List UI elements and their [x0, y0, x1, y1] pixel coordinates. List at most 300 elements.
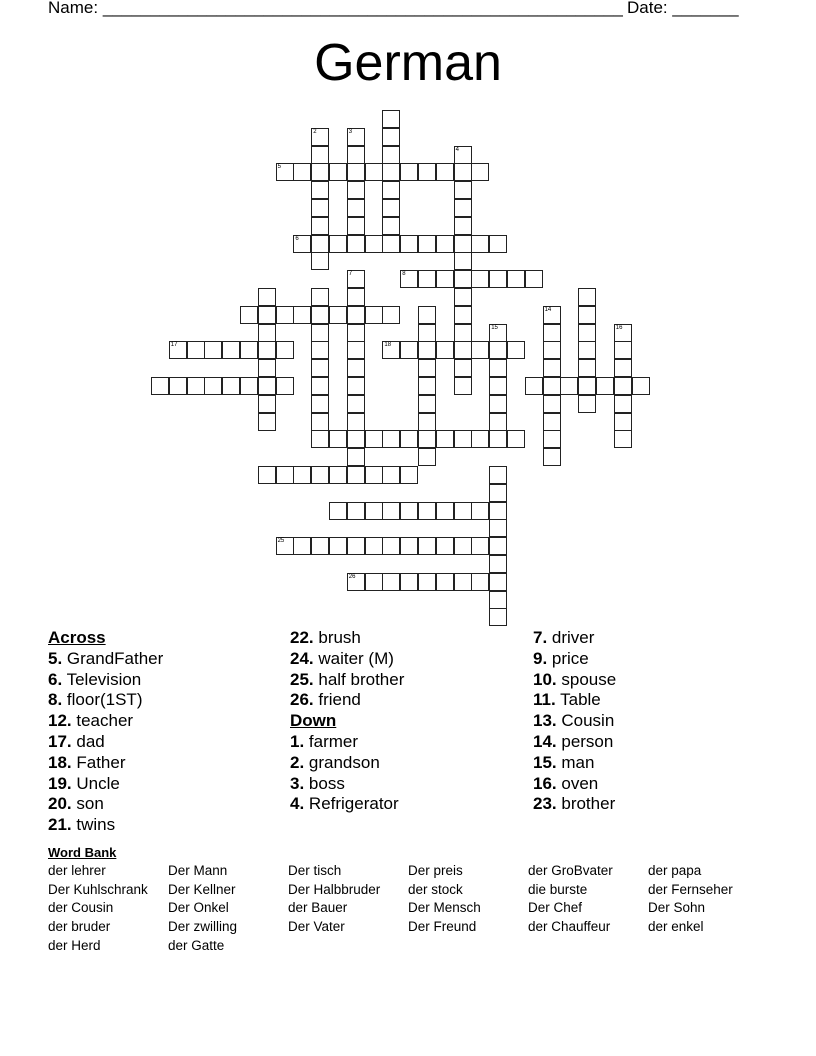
clue-column-3: [533, 628, 773, 815]
grid-cell[interactable]: [365, 537, 383, 555]
clue-number: 18: [384, 342, 392, 349]
date-label: Date:: [627, 0, 668, 17]
grid-cell[interactable]: [329, 306, 347, 324]
grid-cell[interactable]: [382, 110, 400, 128]
grid-cell[interactable]: [418, 359, 436, 377]
grid-cell[interactable]: [347, 128, 365, 146]
grid-cell[interactable]: [578, 341, 596, 359]
grid-cell[interactable]: [365, 163, 383, 181]
grid-cell[interactable]: [454, 377, 472, 395]
grid-cell[interactable]: [525, 270, 543, 288]
grid-cell[interactable]: [258, 306, 276, 324]
grid-cell[interactable]: [418, 430, 436, 448]
grid-cell[interactable]: [347, 502, 365, 520]
clue-number: 26: [348, 573, 356, 580]
clue-text: Television: [62, 669, 142, 689]
grid-cell[interactable]: [471, 235, 489, 253]
grid-cell[interactable]: [347, 217, 365, 235]
clue-text: farmer: [304, 731, 359, 751]
grid-cell[interactable]: [454, 573, 472, 591]
grid-cell[interactable]: [400, 573, 418, 591]
clue: [290, 732, 530, 753]
grid-cell[interactable]: [382, 199, 400, 217]
grid-cell[interactable]: [365, 466, 383, 484]
grid-cell[interactable]: [258, 288, 276, 306]
clue-number: 15: [491, 324, 498, 331]
grid-cell[interactable]: [293, 163, 311, 181]
word-bank-entry: Der Freund: [408, 919, 477, 935]
grid-cell[interactable]: [578, 377, 596, 395]
clue-number-label: 9.: [533, 648, 548, 668]
grid-cell[interactable]: [454, 217, 472, 235]
grid-cell[interactable]: [311, 430, 329, 448]
grid-cell[interactable]: [471, 502, 489, 520]
clue-text: son: [71, 794, 104, 814]
grid-cell[interactable]: [169, 341, 187, 359]
grid-cell[interactable]: [400, 341, 418, 359]
grid-cell[interactable]: [489, 413, 507, 431]
grid-cell[interactable]: [578, 306, 596, 324]
grid-cell[interactable]: [543, 413, 561, 431]
clue-column-1: [48, 628, 288, 836]
clue: [533, 690, 773, 711]
grid-cell[interactable]: [365, 430, 383, 448]
grid-cell[interactable]: [418, 502, 436, 520]
grid-cell[interactable]: [276, 306, 294, 324]
grid-cell[interactable]: [614, 377, 632, 395]
clue-number: 5: [277, 164, 281, 171]
clue: [48, 794, 288, 815]
grid-cell[interactable]: [258, 413, 276, 431]
grid-cell[interactable]: [418, 341, 436, 359]
grid-cell[interactable]: [222, 341, 240, 359]
clue-column-2: [290, 628, 530, 815]
word-bank-entry: der Bauer: [288, 900, 348, 916]
word-bank-entry: der Fernseher: [648, 881, 733, 897]
grid-cell[interactable]: [454, 163, 472, 181]
grid-cell[interactable]: [578, 324, 596, 342]
grid-cell[interactable]: [382, 430, 400, 448]
grid-cell[interactable]: [347, 306, 365, 324]
grid-cell[interactable]: [311, 146, 329, 164]
grid-cell[interactable]: [293, 306, 311, 324]
grid-cell[interactable]: [382, 466, 400, 484]
grid-cell[interactable]: [240, 377, 258, 395]
clue-number-label: 18.: [48, 752, 72, 772]
grid-cell[interactable]: [311, 377, 329, 395]
clue: [290, 670, 530, 691]
grid-cell[interactable]: [382, 341, 400, 359]
grid-cell[interactable]: [311, 252, 329, 270]
grid-cell[interactable]: [400, 537, 418, 555]
clue-heading: Down: [290, 711, 337, 731]
grid-cell[interactable]: [507, 430, 525, 448]
grid-cell[interactable]: [347, 573, 365, 591]
grid-cell[interactable]: [489, 270, 507, 288]
grid-cell[interactable]: [418, 324, 436, 342]
grid-cell[interactable]: [400, 502, 418, 520]
word-bank-entry: der Gatte: [168, 937, 225, 953]
grid-cell[interactable]: [454, 146, 472, 164]
grid-cell[interactable]: [347, 324, 365, 342]
grid-cell[interactable]: [258, 466, 276, 484]
grid-cell[interactable]: [311, 199, 329, 217]
clue-text: boss: [304, 773, 345, 793]
grid-cell[interactable]: [382, 573, 400, 591]
grid-cell[interactable]: [489, 466, 507, 484]
grid-cell[interactable]: [489, 537, 507, 555]
word-bank-entry: der papa: [648, 863, 702, 878]
grid-cell[interactable]: [276, 537, 294, 555]
grid-cell[interactable]: [560, 377, 578, 395]
clue-number: 2: [313, 128, 317, 135]
grid-cell[interactable]: [293, 537, 311, 555]
grid-cell[interactable]: [418, 537, 436, 555]
grid-cell[interactable]: [471, 270, 489, 288]
grid-cell[interactable]: [436, 163, 454, 181]
grid-cell[interactable]: [311, 235, 329, 253]
clue-number-label: 4.: [290, 794, 305, 814]
clue-number-label: 12.: [48, 711, 72, 731]
grid-cell[interactable]: [436, 430, 454, 448]
grid-cell[interactable]: [365, 306, 383, 324]
grid-cell[interactable]: [418, 573, 436, 591]
grid-cell[interactable]: [418, 306, 436, 324]
grid-cell[interactable]: [276, 466, 294, 484]
grid-cell[interactable]: [382, 235, 400, 253]
grid-cell[interactable]: [436, 573, 454, 591]
grid-cell[interactable]: [258, 395, 276, 413]
grid-cell[interactable]: [418, 413, 436, 431]
clue: [290, 628, 530, 649]
clue-number-label: 21.: [48, 815, 72, 835]
clue-number-label: 11.: [533, 690, 556, 710]
word-bank-entry: der bruder: [48, 919, 111, 935]
grid-cell[interactable]: [489, 395, 507, 413]
grid-cell[interactable]: [489, 235, 507, 253]
clue: [48, 711, 288, 732]
clue-text: Uncle: [71, 773, 120, 793]
grid-cell[interactable]: [436, 270, 454, 288]
grid-cell[interactable]: [543, 306, 561, 324]
grid-cell[interactable]: [489, 519, 507, 537]
grid-cell[interactable]: [578, 395, 596, 413]
grid-cell[interactable]: [311, 395, 329, 413]
clue-number: 17: [170, 342, 178, 349]
grid-cell[interactable]: [276, 163, 294, 181]
grid-cell[interactable]: [258, 377, 276, 395]
clue-number: 25: [277, 538, 285, 545]
grid-cell[interactable]: [311, 163, 329, 181]
clue-text: Table: [555, 690, 601, 710]
word-bank-entry: Der Halbbruder: [288, 881, 381, 897]
grid-cell[interactable]: [543, 341, 561, 359]
grid-cell[interactable]: [489, 555, 507, 573]
grid-cell[interactable]: [543, 430, 561, 448]
clue-number: 3: [348, 128, 353, 135]
clue-number-label: 20.: [48, 794, 72, 814]
grid-cell[interactable]: [632, 377, 650, 395]
word-bank-entry: der lehrer: [48, 863, 106, 878]
word-bank-title: Word Bank: [48, 845, 117, 860]
grid-cell[interactable]: [614, 430, 632, 448]
grid-cell[interactable]: [382, 128, 400, 146]
grid-cell[interactable]: [400, 235, 418, 253]
page-title: German: [314, 34, 502, 92]
clue-number-label: 14.: [533, 731, 557, 751]
grid-cell[interactable]: [382, 537, 400, 555]
grid-cell[interactable]: [329, 430, 347, 448]
grid-cell[interactable]: [240, 306, 258, 324]
grid-cell[interactable]: [471, 163, 489, 181]
clue: [533, 794, 773, 815]
clue-number-label: 5.: [48, 648, 63, 668]
grid-cell[interactable]: [454, 324, 472, 342]
grid-cell[interactable]: [382, 181, 400, 199]
grid-cell[interactable]: [347, 448, 365, 466]
word-bank-entry: Der Kellner: [168, 881, 236, 897]
grid-cell[interactable]: [400, 430, 418, 448]
grid-cell[interactable]: [418, 163, 436, 181]
clue-number-label: 7.: [533, 628, 548, 647]
clue: [290, 774, 530, 795]
grid-cell[interactable]: [454, 199, 472, 217]
grid-cell[interactable]: [454, 306, 472, 324]
grid-cell[interactable]: [329, 537, 347, 555]
grid-cell[interactable]: [489, 359, 507, 377]
grid-cell[interactable]: [418, 395, 436, 413]
grid-cell[interactable]: [471, 537, 489, 555]
clue-number-label: 24.: [290, 648, 314, 668]
grid-cell[interactable]: [311, 413, 329, 431]
grid-cell[interactable]: [418, 377, 436, 395]
clue: [533, 649, 773, 670]
grid-cell[interactable]: [329, 235, 347, 253]
clue-text: dad: [71, 731, 105, 751]
grid-cell[interactable]: [578, 288, 596, 306]
grid-cell[interactable]: [365, 502, 383, 520]
name-line: _______________________________________________________: [102, 0, 623, 17]
grid-cell[interactable]: [347, 377, 365, 395]
grid-cell[interactable]: [543, 359, 561, 377]
grid-cell[interactable]: [204, 377, 222, 395]
grid-cell[interactable]: [454, 359, 472, 377]
grid-cell[interactable]: [187, 377, 205, 395]
grid-cell[interactable]: [454, 341, 472, 359]
grid-cell[interactable]: [471, 341, 489, 359]
grid-cell[interactable]: [614, 341, 632, 359]
word-bank-entry: Der Vater: [288, 919, 345, 935]
grid-cell[interactable]: [382, 502, 400, 520]
clue-text: oven: [556, 773, 599, 793]
clue-number: 4: [455, 146, 459, 153]
grid-cell[interactable]: [489, 484, 507, 502]
grid-cell[interactable]: [329, 466, 347, 484]
grid-cell[interactable]: [471, 573, 489, 591]
word-bank-entry: Der Mann: [168, 863, 228, 878]
clue: [48, 753, 288, 774]
grid-cell[interactable]: [347, 235, 365, 253]
grid-cell[interactable]: [347, 395, 365, 413]
grid-cell[interactable]: [543, 324, 561, 342]
grid-cell[interactable]: [311, 306, 329, 324]
grid-cell[interactable]: [347, 199, 365, 217]
clue: [533, 670, 773, 691]
grid-cell[interactable]: [258, 341, 276, 359]
grid-cell[interactable]: [614, 413, 632, 431]
grid-cell[interactable]: [347, 146, 365, 164]
grid-cell[interactable]: [418, 270, 436, 288]
clue: [290, 753, 530, 774]
grid-cell[interactable]: [454, 430, 472, 448]
grid-cell[interactable]: [382, 163, 400, 181]
word-bank-entry: der Herd: [48, 937, 101, 953]
grid-cell[interactable]: [489, 430, 507, 448]
grid-cell[interactable]: [489, 324, 507, 342]
grid-cell[interactable]: [204, 341, 222, 359]
clue: [290, 649, 530, 670]
grid-cell[interactable]: [614, 395, 632, 413]
grid-cell[interactable]: [311, 466, 329, 484]
grid-cell[interactable]: [436, 341, 454, 359]
grid-cell[interactable]: [347, 163, 365, 181]
grid-cell[interactable]: [489, 573, 507, 591]
grid-cell[interactable]: [347, 270, 365, 288]
grid-cell[interactable]: [240, 341, 258, 359]
grid-cell[interactable]: [507, 341, 525, 359]
grid-cell[interactable]: [454, 537, 472, 555]
grid-cell[interactable]: [347, 466, 365, 484]
grid-cell[interactable]: [293, 235, 311, 253]
grid-cell[interactable]: [311, 341, 329, 359]
grid-cell[interactable]: [471, 430, 489, 448]
clue: [290, 794, 530, 815]
word-bank-entry: Der preis: [408, 863, 463, 878]
clue-text: floor(1ST): [62, 690, 143, 710]
grid-cell[interactable]: [311, 359, 329, 377]
clue-text: person: [556, 731, 614, 751]
clue-number-label: 8.: [48, 690, 63, 710]
grid-cell[interactable]: [347, 413, 365, 431]
clue-text: teacher: [71, 711, 134, 731]
grid-cell[interactable]: [525, 377, 543, 395]
grid-cell[interactable]: [347, 341, 365, 359]
grid-cell[interactable]: [169, 377, 187, 395]
grid-cell[interactable]: [347, 537, 365, 555]
grid-cell[interactable]: [276, 341, 294, 359]
clue: [533, 774, 773, 795]
clue-text: Refrigerator: [304, 794, 399, 814]
grid-cell[interactable]: [347, 288, 365, 306]
grid-cell[interactable]: [454, 252, 472, 270]
grid-cell[interactable]: [365, 573, 383, 591]
grid-cell[interactable]: [454, 502, 472, 520]
date-line: _______: [672, 0, 739, 17]
clue: [48, 774, 288, 795]
grid-cell[interactable]: [543, 395, 561, 413]
grid-cell[interactable]: [614, 359, 632, 377]
grid-cell[interactable]: [436, 235, 454, 253]
grid-cell[interactable]: [489, 377, 507, 395]
grid-cell[interactable]: [400, 270, 418, 288]
clue-number-label: 17.: [48, 731, 72, 751]
clue-number-label: 19.: [48, 773, 72, 793]
grid-cell[interactable]: [311, 128, 329, 146]
clue-text: waiter (M): [313, 648, 394, 668]
grid-cell[interactable]: [578, 359, 596, 377]
grid-cell[interactable]: [222, 377, 240, 395]
grid-cell[interactable]: [400, 163, 418, 181]
word-bank-entry: der Chauffeur: [528, 919, 611, 935]
grid-cell[interactable]: [454, 235, 472, 253]
grid-cell[interactable]: [311, 288, 329, 306]
grid-cell[interactable]: [614, 324, 632, 342]
grid-cell[interactable]: [382, 306, 400, 324]
grid-cell[interactable]: [276, 377, 294, 395]
grid-cell[interactable]: [329, 502, 347, 520]
clue-number-label: 25.: [290, 669, 314, 689]
grid-cell[interactable]: [418, 448, 436, 466]
clue-text: price: [547, 648, 589, 668]
grid-cell[interactable]: [347, 430, 365, 448]
grid-cell[interactable]: [454, 288, 472, 306]
clue-heading: Across: [48, 628, 106, 647]
grid-cell[interactable]: [418, 235, 436, 253]
grid-cell[interactable]: [382, 217, 400, 235]
grid-cell[interactable]: [365, 235, 383, 253]
grid-cell[interactable]: [400, 466, 418, 484]
clue-text: twins: [71, 815, 116, 835]
grid-cell[interactable]: [347, 359, 365, 377]
grid-cell[interactable]: [454, 270, 472, 288]
clue-number-label: 3.: [290, 773, 305, 793]
grid-cell[interactable]: [543, 377, 561, 395]
grid-cell[interactable]: [382, 146, 400, 164]
grid-cell[interactable]: [489, 341, 507, 359]
grid-cell[interactable]: [311, 181, 329, 199]
clue-number-label: 13.: [533, 711, 557, 731]
grid-cell[interactable]: [258, 359, 276, 377]
grid-cell[interactable]: [311, 217, 329, 235]
grid-cell[interactable]: [347, 181, 365, 199]
grid-cell[interactable]: [311, 537, 329, 555]
clue-number-label: 26.: [290, 690, 314, 710]
grid-cell[interactable]: [436, 537, 454, 555]
word-bank-entry: der enkel: [648, 919, 704, 935]
grid-cell[interactable]: [489, 591, 507, 609]
grid-cell[interactable]: [489, 502, 507, 520]
grid-cell[interactable]: [596, 377, 614, 395]
grid-cell[interactable]: [151, 377, 169, 395]
grid-cell[interactable]: [454, 181, 472, 199]
grid-cell[interactable]: [436, 502, 454, 520]
grid-cell[interactable]: [543, 448, 561, 466]
grid-cell[interactable]: [187, 341, 205, 359]
grid-cell[interactable]: [489, 608, 507, 626]
grid-cell[interactable]: [311, 324, 329, 342]
grid-cell[interactable]: [293, 466, 311, 484]
grid-cell[interactable]: [329, 163, 347, 181]
grid-cell[interactable]: [258, 324, 276, 342]
word-bank-entry: Der Sohn: [648, 900, 706, 916]
name-label: Name:: [48, 0, 99, 17]
clue-text: man: [556, 752, 595, 772]
clue-text: driver: [547, 628, 595, 647]
clue: [48, 732, 288, 753]
grid-cell[interactable]: [507, 270, 525, 288]
clue: [533, 732, 773, 753]
clue-number: 16: [615, 324, 623, 331]
